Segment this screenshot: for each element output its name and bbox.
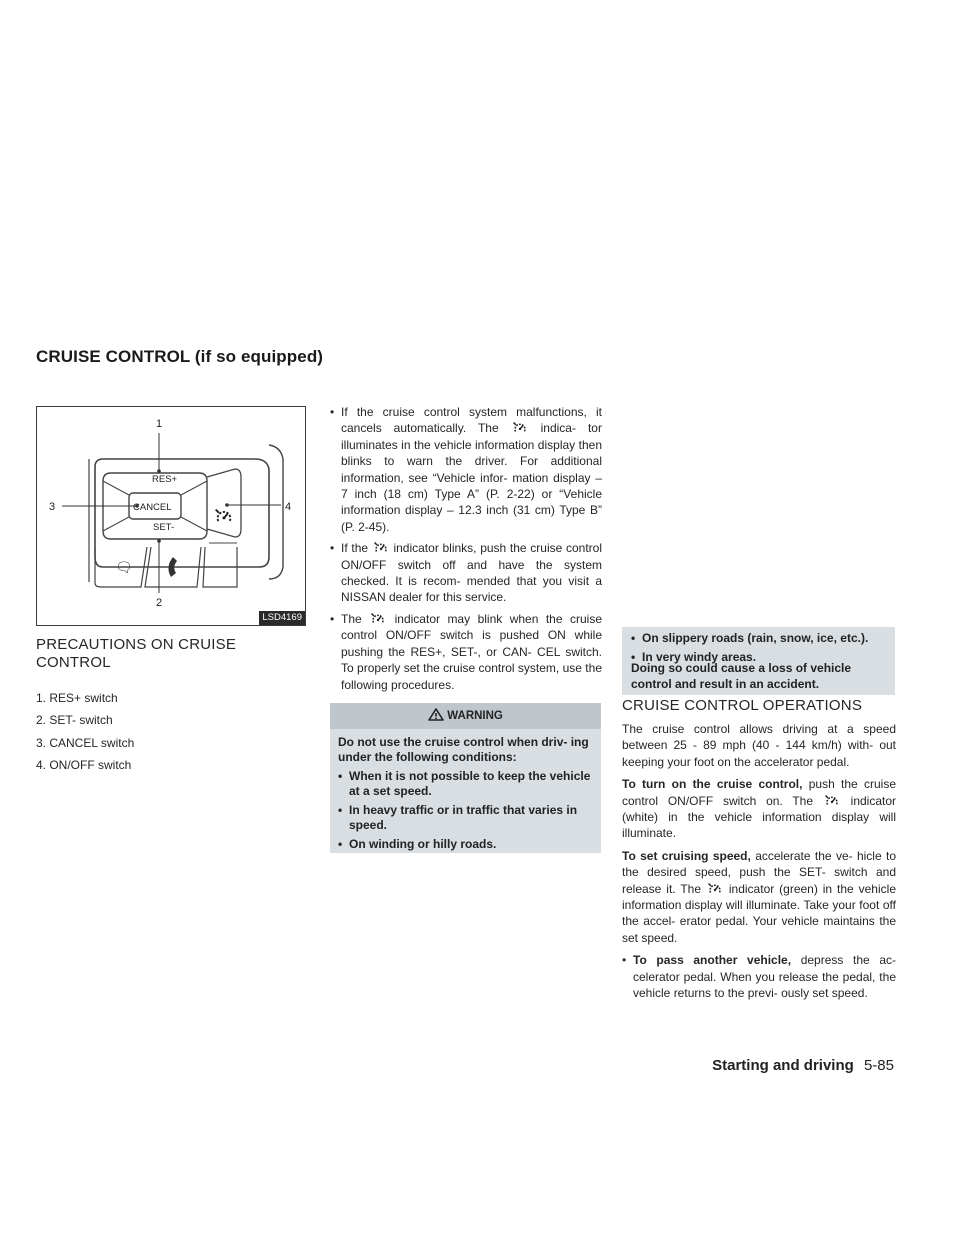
warning-item: • On slippery roads (rain, snow, ice, etc.).	[631, 631, 886, 647]
blink-bullet: • If the indicator blinks, push the cruise control ON/OFF switch off and have the system checked. It is recom- mended that you visit a NISSAN dealer for this service.	[330, 540, 602, 606]
precautions-heading: PRECAUTIONS ON CRUISE CONTROL	[36, 636, 237, 671]
warning-box	[330, 703, 601, 853]
res-label: RES+	[152, 474, 178, 485]
list-item: 1. RES+ switch	[36, 691, 118, 705]
warning-item: • When it is not possible to keep the vehicle at a set speed.	[338, 769, 593, 799]
warning-item: • On winding or hilly roads.	[338, 837, 593, 852]
callout-1: 1	[156, 418, 163, 430]
column-3	[622, 405, 896, 1007]
cruise-indicator-icon	[708, 883, 722, 894]
cruise-indicator-icon	[371, 613, 385, 624]
cruise-indicator-icon	[513, 422, 527, 433]
operations-intro: The cruise control allows driving at a speed between 25 - 89 mph (40 - 144 km/h) with- out keeping your foot on the accelerator pedal.	[622, 722, 896, 769]
figure-id: LSD4169	[259, 611, 305, 625]
switch-list	[36, 690, 306, 774]
warning-header	[330, 703, 601, 729]
page-number: 5-85	[863, 1057, 894, 1074]
section-title: CRUISE CONTROL (if so equipped)	[36, 347, 324, 366]
malfunction-bullet: • If the cruise control system malfunctions, it cancels automatically. The indica- tor illuminates in the vehicle information display then blinks to warn the driver. For additional information, see “Vehicle infor- mation display – 7 inch (18 cm) Type A” (P. 2-22) or “Vehicle information display – 12.3 inch (31 cm) Type B” (P. 2-45).	[330, 404, 602, 535]
cruise-switch-figure	[36, 406, 306, 626]
page-footer	[712, 1057, 894, 1074]
set-speed-para: To set cruising speed, accelerate the ve- hicle to the desired speed, push the SET- switch and release it. The indicator (green) in the vehicle information display will illuminate. Take your foot off the accel- erator pedal. Your vehicle maintains the set speed.	[622, 848, 896, 945]
turn-on-para: To turn on the cruise control, push the cruise control ON/OFF switch on. The indicator (white) in the vehicle information display will illuminate.	[622, 777, 897, 841]
warning-intro: Do not use the cruise control when driv- ing under the following conditions:	[338, 735, 589, 764]
callout-4: 4	[285, 501, 292, 513]
warning-item: • In heavy traffic or in traffic that varies in speed.	[338, 803, 593, 833]
svg-text:🗨: 🗨	[115, 560, 133, 576]
warning-closing: Doing so could cause a loss of vehicle control and result in an accident.	[631, 661, 852, 691]
callout-2: 2	[156, 597, 163, 609]
switch-illustration	[37, 407, 305, 625]
list-item: 2. SET- switch	[36, 713, 113, 728]
may-blink-bullet: • The indicator may blink when the cruise control ON/OFF switch is pushed ON while pushing the RES+, SET-, or CAN- CEL switch. To properly set the cruise control system, use the following procedures.	[330, 611, 602, 693]
set-label: SET-	[153, 522, 175, 533]
column-1	[36, 636, 306, 780]
warning-icon	[428, 708, 444, 721]
footer-section: Starting and driving	[712, 1057, 854, 1074]
list-item: 3. CANCEL switch	[36, 735, 135, 750]
list-item: 4. ON/OFF switch	[36, 758, 132, 773]
pass-vehicle-bullet: • To pass another vehicle, depress the ac- celerator pedal. When you release the pedal, the vehicle returns to the previ- ously set speed.	[622, 952, 896, 1001]
column-2	[330, 404, 602, 698]
cruise-indicator-icon	[374, 542, 388, 553]
operations-heading: CRUISE CONTROL OPERATIONS	[622, 697, 863, 714]
cancel-label: CANCEL	[133, 502, 172, 513]
warning-title: WARNING	[447, 710, 503, 722]
cruise-indicator-icon	[825, 795, 839, 806]
callout-3: 3	[49, 501, 56, 513]
warning-item: • In very windy areas.	[631, 650, 886, 666]
